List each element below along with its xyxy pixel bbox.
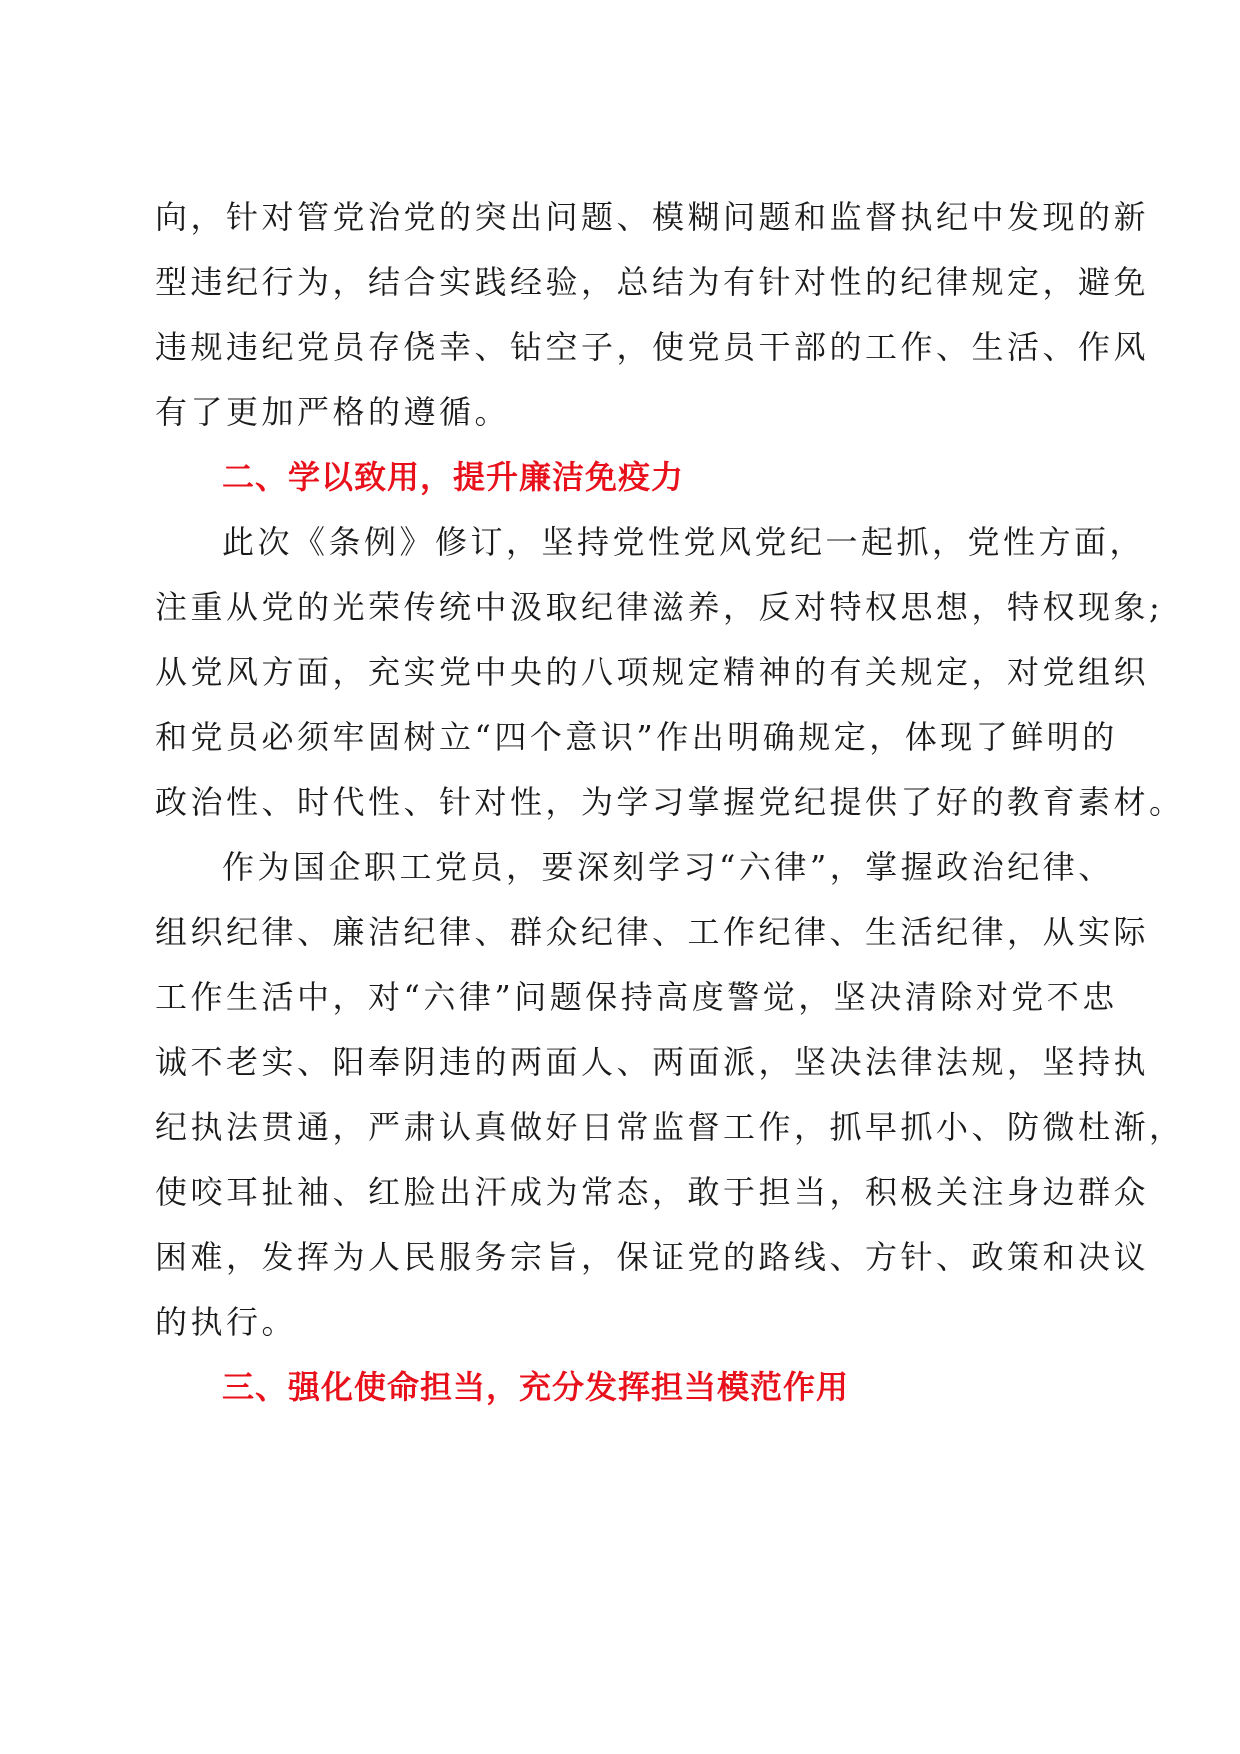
paragraph <box>155 185 1150 445</box>
text-line: 有了更加严格的遵循。 <box>155 393 511 431</box>
text-line: 诚不老实、阳奉阴违的两面人、两面派，坚决法律法规，坚持执 <box>155 1043 1150 1081</box>
text-line: 困难，发挥为人民服务宗旨，保证党的路线、方针、政策和决议 <box>155 1238 1150 1276</box>
text-line: 注重从党的光荣传统中汲取纪律滋养，反对特权思想，特权现象; <box>155 588 1164 626</box>
text-line: 向，针对管党治党的突出问题、模糊问题和监督执纪中发现的新 <box>155 198 1150 236</box>
text-line: 政治性、时代性、针对性，为学习掌握党纪提供了好的教育素材。 <box>155 783 1185 821</box>
text-line: 此次《条例》修订，坚持党性党风党纪一起抓，党性方面， <box>222 523 1146 561</box>
section-heading-3: 三、强化使命担当，充分发挥担当模范作用 <box>222 1368 850 1406</box>
text-line: 作为国企职工党员，要深刻学习“六律”，掌握政治纪律、 <box>222 848 1114 886</box>
text-line: 从党风方面，充实党中央的八项规定精神的有关规定，对党组织 <box>155 653 1150 691</box>
text-line: 使咬耳扯袖、红脸出汗成为常态，敢于担当，积极关注身边群众 <box>155 1173 1150 1211</box>
section-heading-2: 二、学以致用，提升廉洁免疫力 <box>222 458 685 496</box>
text-line: 的执行。 <box>155 1303 298 1341</box>
text-line: 和党员必须牢固树立“四个意识”作出明确规定，体现了鲜明的 <box>155 718 1118 756</box>
text-line: 组织纪律、廉洁纪律、群众纪律、工作纪律、生活纪律，从实际 <box>155 913 1150 951</box>
paragraph <box>155 510 1185 835</box>
paragraph <box>155 835 1185 1355</box>
document-body <box>155 185 1185 1420</box>
text-line: 型违纪行为，结合实践经验，总结为有针对性的纪律规定，避免 <box>155 263 1150 301</box>
text-line: 工作生活中，对“六律”问题保持高度警觉，坚决清除对党不忠 <box>155 978 1118 1016</box>
text-line: 纪执法贯通，严肃认真做好日常监督工作，抓早抓小、防微杜渐， <box>155 1108 1185 1146</box>
text-line: 违规违纪党员存侥幸、钻空子，使党员干部的工作、生活、作风 <box>155 328 1150 366</box>
